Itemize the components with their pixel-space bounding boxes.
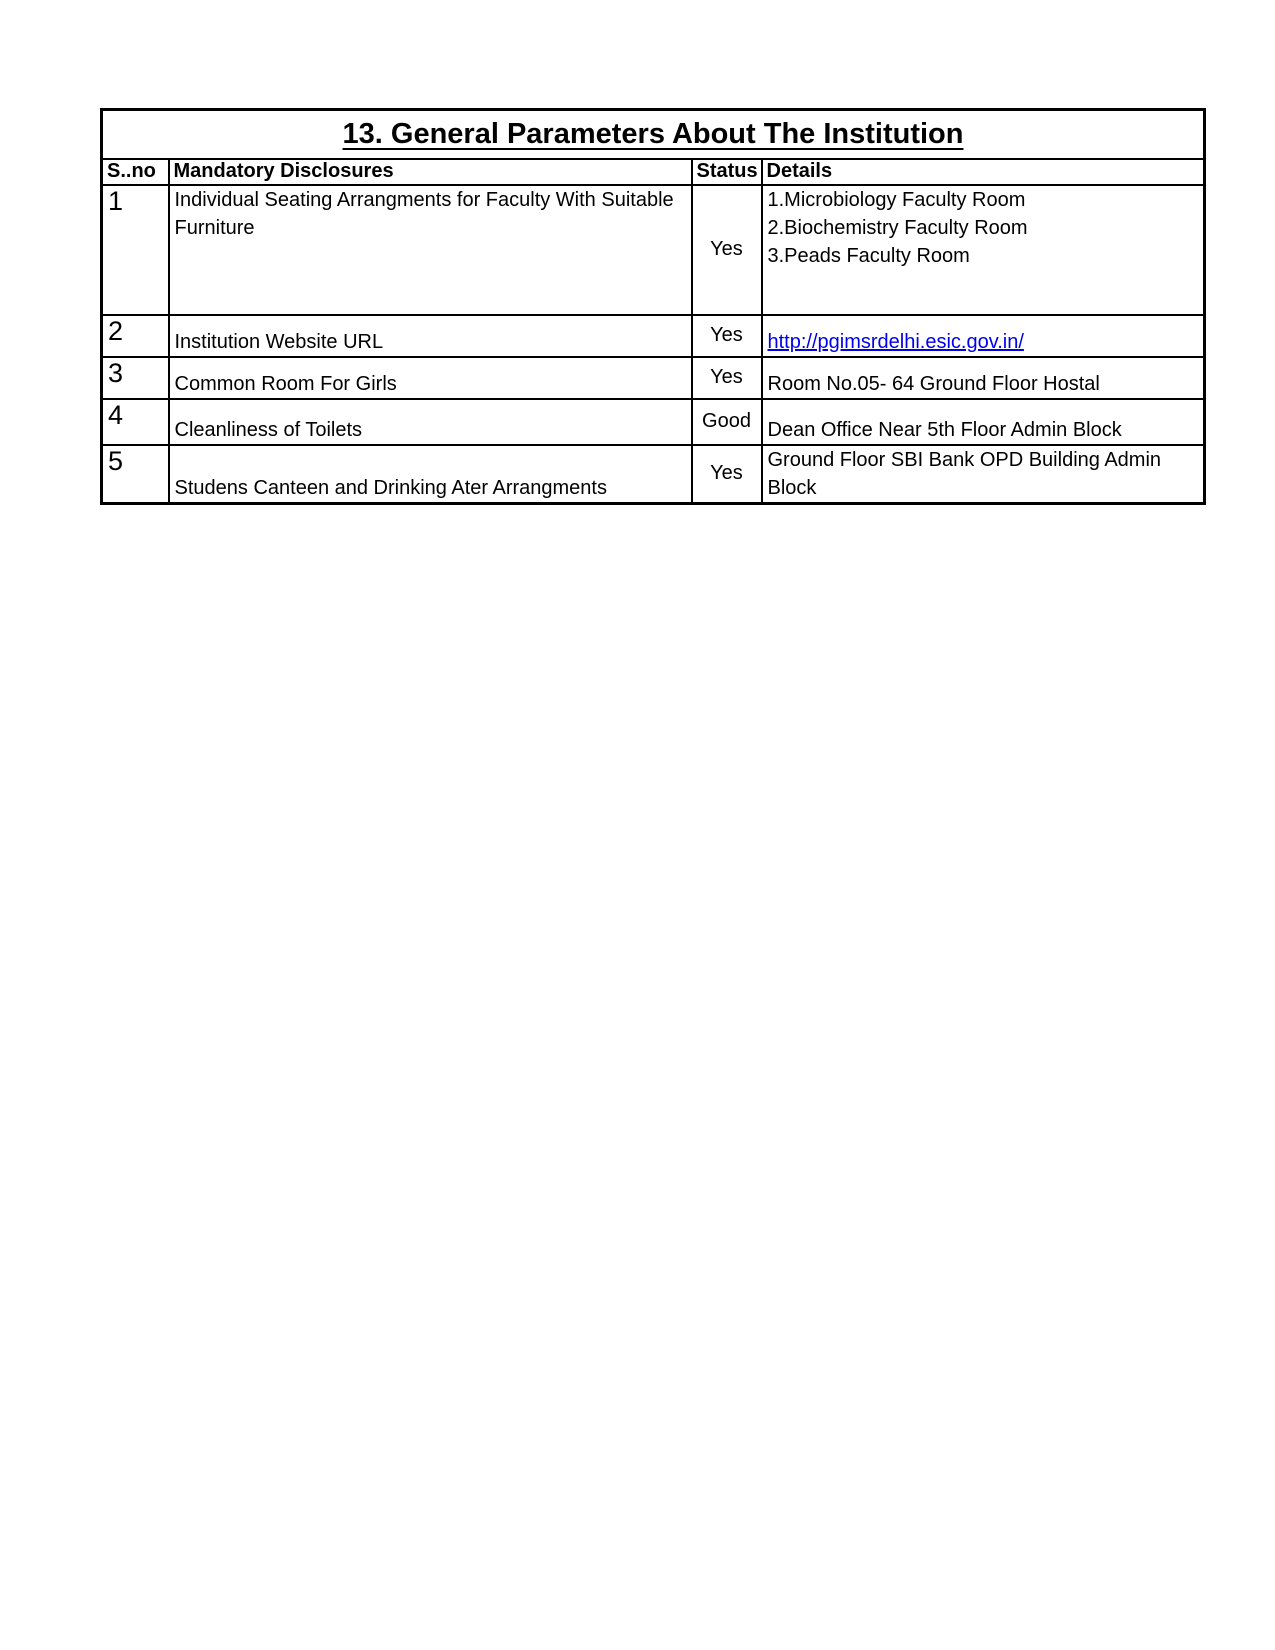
header-status: Status xyxy=(692,159,762,185)
table-title xyxy=(102,110,1205,159)
row-3-mandatory-disclosure: Common Room For Girls xyxy=(169,357,692,399)
table-header-row xyxy=(102,159,1205,185)
row-5-number: 5 xyxy=(102,445,169,504)
row-2-status: Yes xyxy=(692,315,762,357)
row-1-details xyxy=(762,185,1205,315)
row-1-details-line-2: 2.Biochemistry Faculty Room xyxy=(767,216,1028,239)
header-sno: S..no xyxy=(102,159,169,185)
general-parameters-table xyxy=(100,108,1206,505)
header-mandatory-disclosures: Mandatory Disclosures xyxy=(169,159,692,185)
table-row-1 xyxy=(102,185,1205,315)
row-5-mandatory-disclosure: Studens Canteen and Drinking Ater Arrangments xyxy=(169,445,692,504)
header-details: Details xyxy=(762,159,1205,185)
row-3-number: 3 xyxy=(102,357,169,399)
table-row-4 xyxy=(102,399,1205,445)
row-4-mandatory-disclosure: Cleanliness of Toilets xyxy=(169,399,692,445)
row-4-number: 4 xyxy=(102,399,169,445)
institution-website-link[interactable]: http://pgimsrdelhi.esic.gov.in/ xyxy=(767,330,1024,353)
row-2-number: 2 xyxy=(102,315,169,357)
row-2-details xyxy=(762,315,1205,357)
row-4-details: Dean Office Near 5th Floor Admin Block xyxy=(762,399,1205,445)
row-2-mandatory-disclosure: Institution Website URL xyxy=(169,315,692,357)
table-title-row xyxy=(102,110,1205,159)
row-4-status: Good xyxy=(692,399,762,445)
row-1-details-line-3: 3.Peads Faculty Room xyxy=(767,244,970,267)
table-row-5 xyxy=(102,445,1205,504)
row-3-details: Room No.05- 64 Ground Floor Hostal xyxy=(762,357,1205,399)
row-5-status: Yes xyxy=(692,445,762,504)
table-title-text: 13. General Parameters About The Institution xyxy=(342,117,964,150)
table-row-2 xyxy=(102,315,1205,357)
row-5-details: Ground Floor SBI Bank OPD Building Admin Block xyxy=(762,445,1205,504)
row-3-status: Yes xyxy=(692,357,762,399)
row-1-details-line-1: 1.Microbiology Faculty Room xyxy=(767,188,1026,211)
table-row-3 xyxy=(102,357,1205,399)
row-1-status: Yes xyxy=(692,185,762,315)
row-1-mandatory-disclosure: Individual Seating Arrangments for Faculty With Suitable Furniture xyxy=(169,185,692,315)
row-1-number: 1 xyxy=(102,185,169,315)
